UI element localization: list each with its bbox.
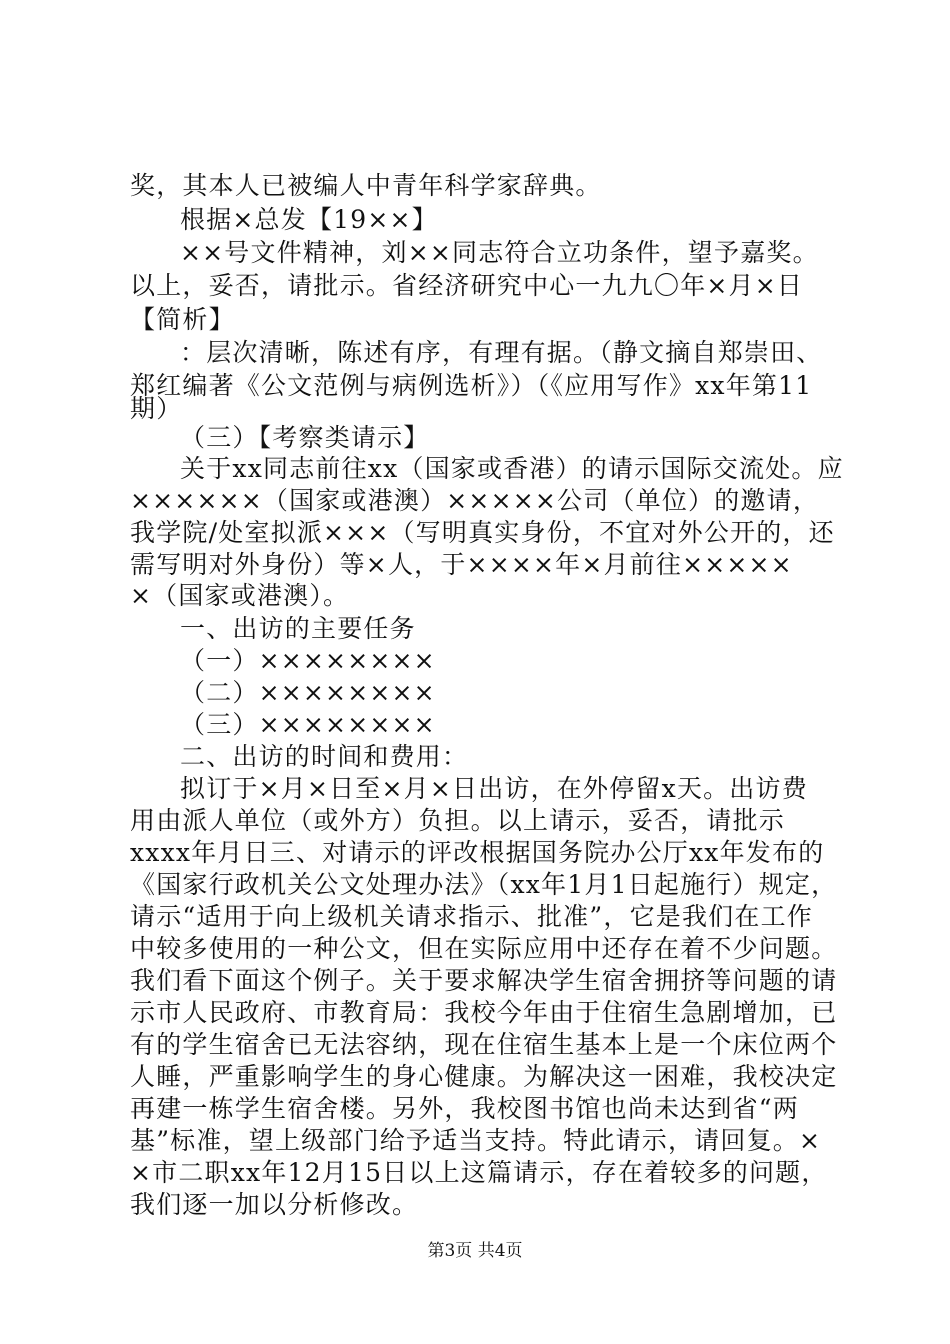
list-item: （一）××××××××: [180, 646, 436, 675]
text-line: xxxx年月日三、对请示的评改根据国务院办公厅xx年发布的: [130, 838, 825, 867]
text-line: 《国家行政机关公文处理办法》（xx年1月1日起施行）规定，: [130, 870, 838, 899]
text-line: 用由派人单位（或外方）负担。以上请示，妥否，请批示: [130, 806, 786, 835]
text-line: 我们逐一加以分析修改。: [130, 1190, 419, 1219]
text-line: ××号文件精神，刘××同志符合立功条件，望予嘉奖。: [180, 238, 819, 267]
text-line: 奖，其本人已被编人中青年科学家辞典。: [130, 171, 602, 200]
text-line: ××××××（国家或港澳）×××××公司（单位）的邀请，: [130, 486, 820, 515]
section-heading: （三）【考察类请示】: [180, 423, 430, 452]
page-number: 第3页 共4页: [427, 1241, 523, 1261]
text-line: 请示“适用于向上级机关请求指示、批准”，它是我们在工作: [130, 902, 813, 931]
text-line: 基”标准，望上级部门给予适当支持。特此请示，请回复。×: [130, 1126, 822, 1155]
text-line: 关于xx同志前往xx（国家或香港）的请示国际交流处。应: [180, 454, 844, 483]
list-item: （三）××××××××: [180, 710, 436, 739]
text-line: ：层次清晰，陈述有序，有理有据。（静文摘自郑崇田、: [180, 338, 823, 367]
text-line: 示市人民政府、市教育局：我校今年由于住宿生急剧增加，已: [130, 998, 838, 1027]
text-line: 我们看下面这个例子。关于要求解决学生宿舍拥挤等问题的请: [130, 966, 838, 995]
list-heading: 一、出访的主要任务: [180, 614, 416, 643]
text-line: 有的学生宿舍已无法容纳，现在住宿生基本上是一个床位两个: [130, 1030, 838, 1059]
list-item: （二）××××××××: [180, 678, 436, 707]
text-line: 以上，妥否，请批示。省经济研究中心一九九〇年×月×日: [130, 271, 804, 300]
text-line: 郑红编著《公文范例与病例选析》）（《应用写作》xx年第11: [130, 371, 813, 400]
text-line: 需写明对外身份）等×人，于××××年×月前往×××××: [130, 550, 793, 579]
text-line: 根据×总发【19××】: [180, 205, 438, 234]
text-line: ×市二职xx年12月15日以上这篇请示，存在着较多的问题，: [130, 1158, 828, 1187]
text-line: 人睡，严重影响学生的身心健康。为解决这一困难，我校决定: [130, 1062, 838, 1091]
text-line: ×（国家或港澳）。: [130, 581, 350, 610]
text-line: 期）: [130, 394, 183, 423]
text-line: 中较多使用的一种公文，但在实际应用中还存在着不少问题。: [130, 934, 838, 963]
text-line: 我学院/处室拟派×××（写明真实身份，不宜对外公开的，还: [130, 518, 835, 547]
text-line: 【简析】: [130, 305, 235, 334]
text-line: 拟订于×月×日至×月×日出访，在外停留x天。出访费: [180, 774, 808, 803]
list-heading: 二、出访的时间和费用：: [180, 742, 469, 771]
text-line: 再建一栋学生宿舍楼。另外，我校图书馆也尚未达到省“两: [130, 1094, 799, 1123]
